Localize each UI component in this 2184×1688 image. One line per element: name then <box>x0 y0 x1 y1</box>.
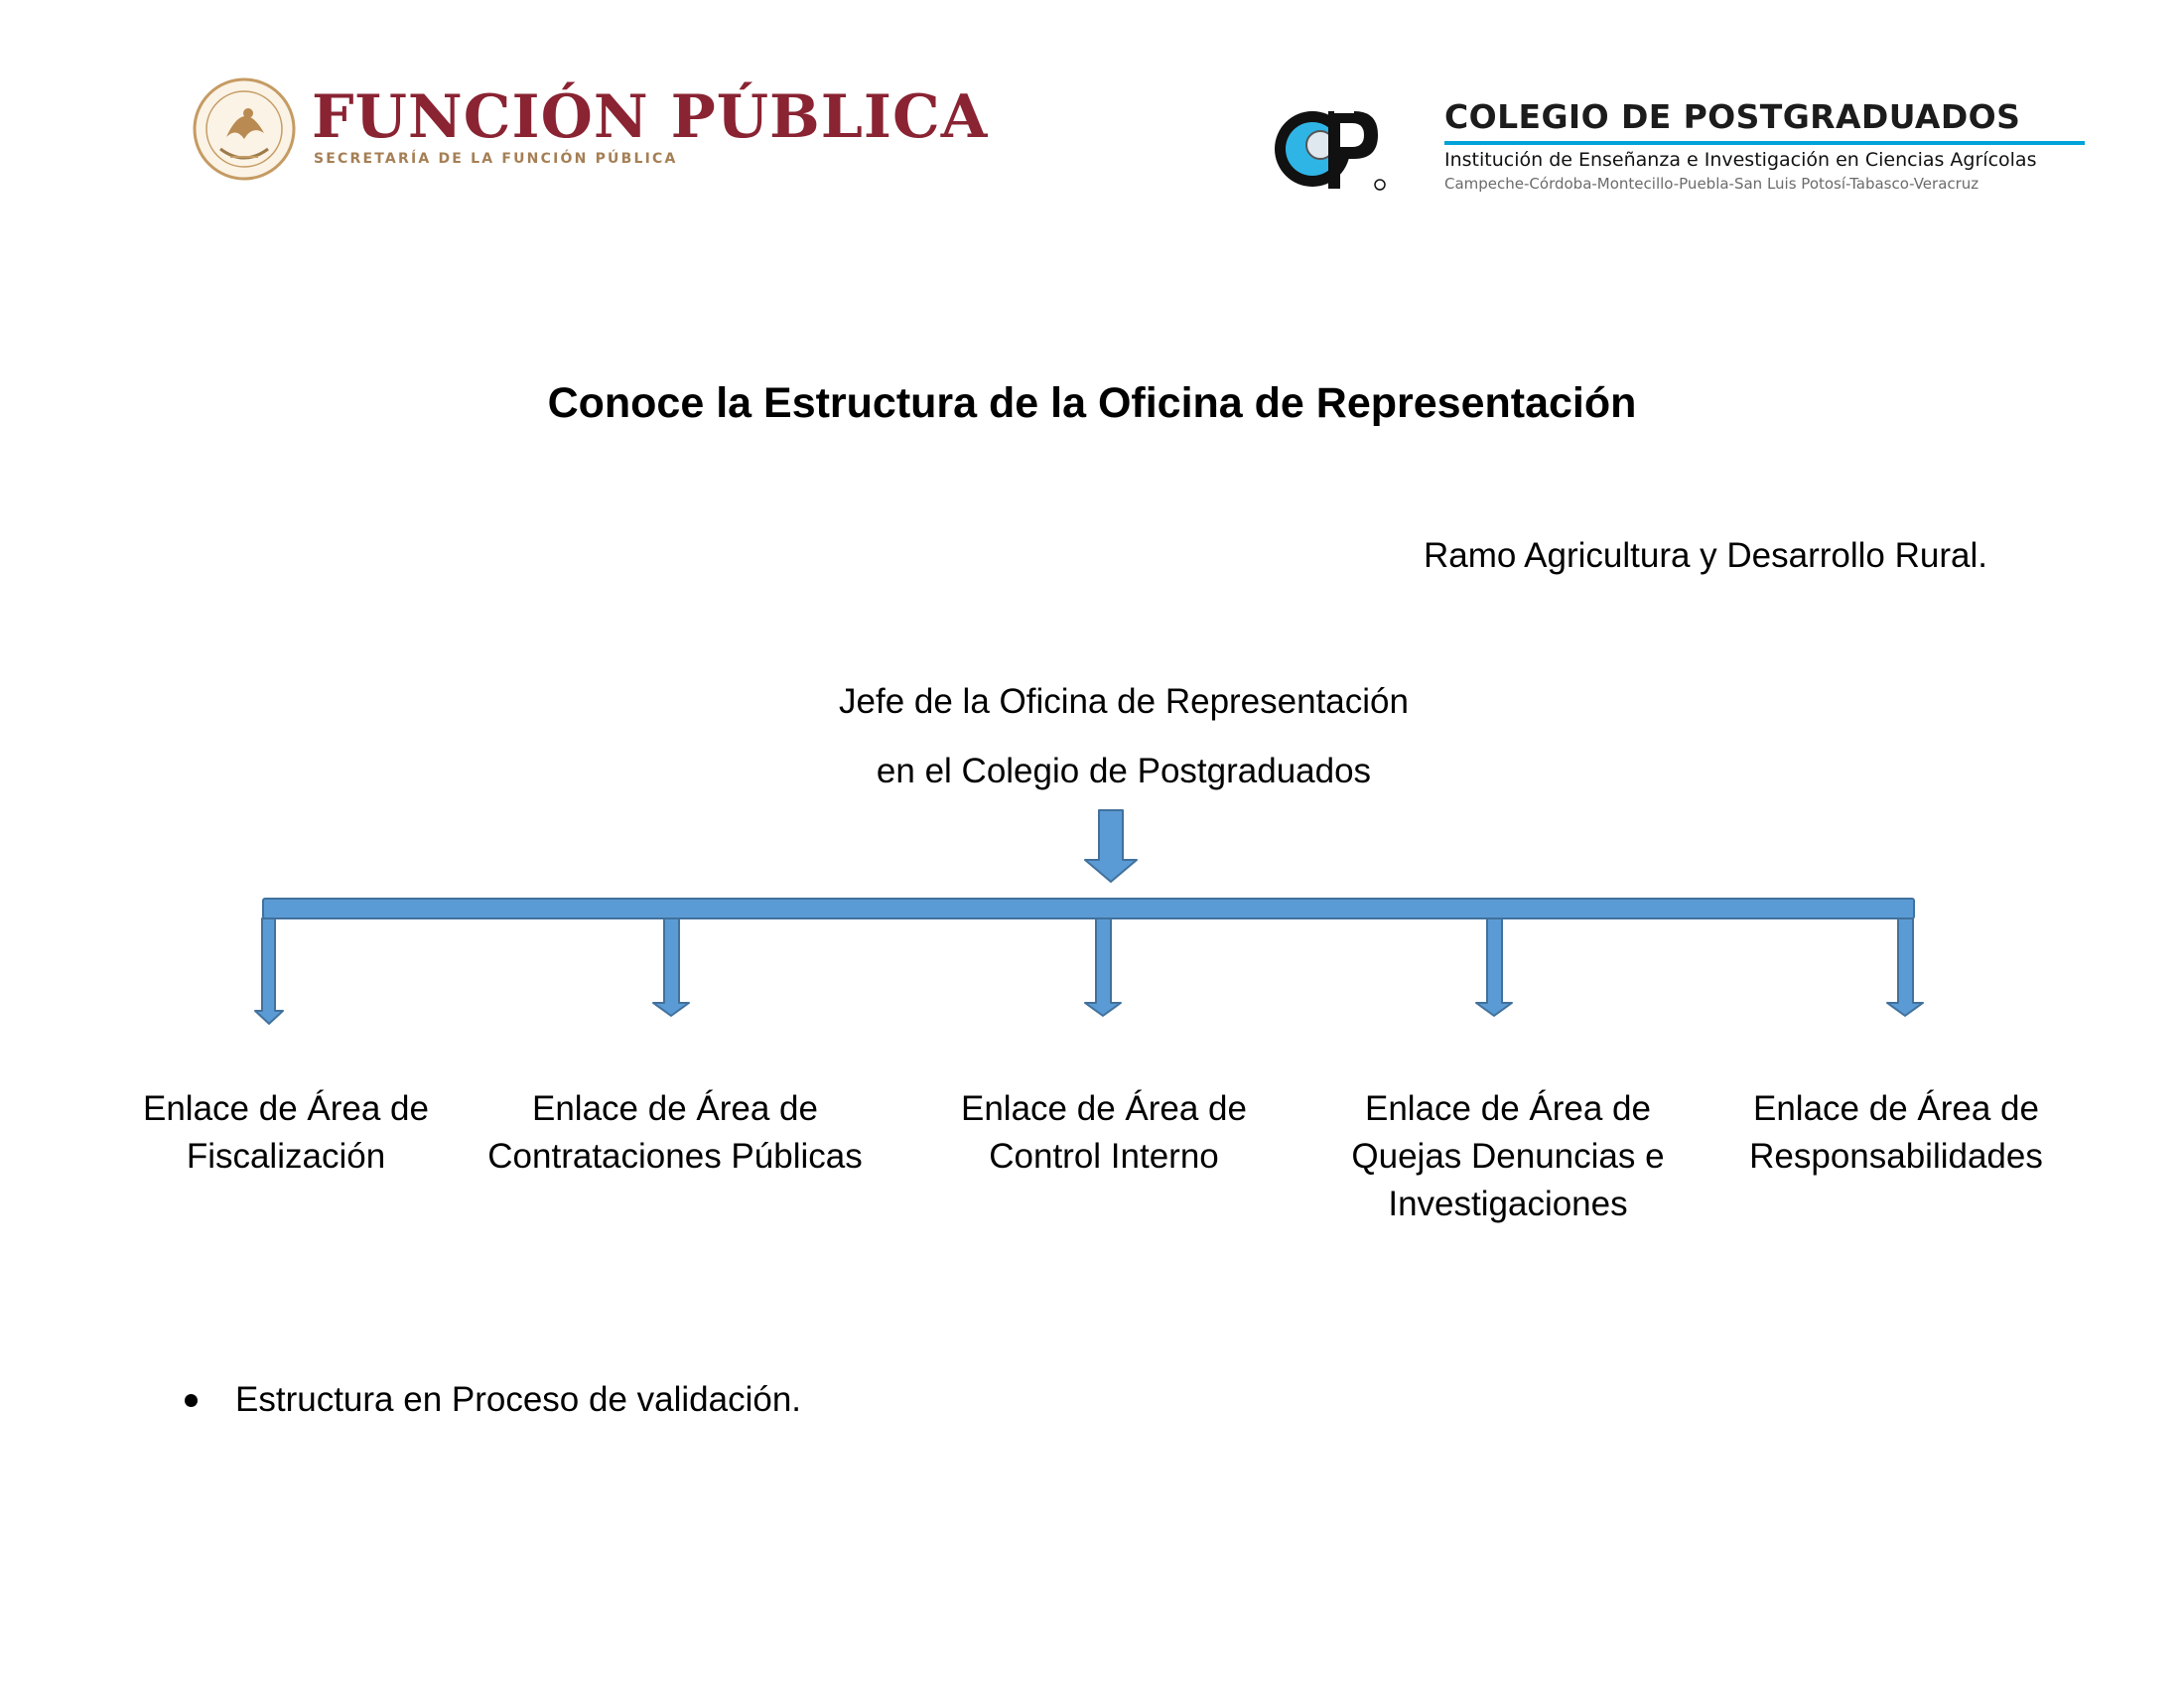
unit-quejas-denuncias <box>1332 1085 1684 1228</box>
coat-of-arms-logo <box>187 77 302 181</box>
org-head-title-line2: en el Colegio de Postgraduados <box>876 752 1372 790</box>
unit-label-line2: Contrataciones Públicas <box>487 1137 863 1176</box>
funcion-publica-subtitle: SECRETARÍA DE LA FUNCIÓN PÚBLICA <box>314 151 678 167</box>
unit-label-line2: Responsabilidades <box>1749 1137 2043 1176</box>
unit-arrow-contrataciones <box>653 918 689 1016</box>
unit-arrow-responsabilidades <box>1887 918 1923 1016</box>
ramo-label: Ramo Agricultura y Desarrollo Rural. <box>1424 536 1987 575</box>
unit-fiscalizacion <box>127 1085 445 1181</box>
bullet-icon <box>185 1394 198 1407</box>
funcion-publica-title: FUNCIÓN PÚBLICA <box>312 82 989 152</box>
org-chart-bar <box>263 899 1914 918</box>
colegio-title: COLEGIO DE POSTGRADUADOS <box>1444 97 2021 136</box>
head-down-arrow <box>1085 810 1137 882</box>
colegio-campuses: Campeche-Córdoba-Montecillo-Puebla-San Luis Potosí-Tabasco-Veracruz <box>1444 175 1979 193</box>
unit-control-interno <box>945 1085 1263 1181</box>
unit-label-line1: Enlace de Área de <box>1365 1089 1651 1128</box>
page-title: Conoce la Estructura de la Oficina de Representación <box>547 379 1637 427</box>
unit-responsabilidades <box>1727 1085 2065 1181</box>
colegio-subtitle: Institución de Enseñanza e Investigación en Ciencias Agrícolas <box>1444 149 2037 171</box>
unit-label-line3: Investigaciones <box>1388 1185 1628 1223</box>
unit-label-line1: Enlace de Área de <box>1753 1089 2039 1128</box>
colegio-postgraduados-logo <box>1273 103 1392 195</box>
unit-label-line2: Quejas Denuncias e <box>1351 1137 1665 1176</box>
unit-label-line2: Control Interno <box>989 1137 1219 1176</box>
unit-arrow-control-interno <box>1085 918 1121 1016</box>
unit-arrow-fiscalizacion <box>255 918 283 1024</box>
unit-label-line2: Fiscalización <box>186 1137 386 1176</box>
unit-label-line1: Enlace de Área de <box>532 1089 818 1128</box>
org-head-title-line1: Jefe de la Oficina de Representación <box>839 682 1409 721</box>
colegio-divider <box>1444 141 2085 145</box>
bullet-text: Estructura en Proceso de validación. <box>235 1380 802 1419</box>
unit-arrow-quejas <box>1476 918 1512 1016</box>
unit-label-line1: Enlace de Área de <box>961 1089 1247 1128</box>
unit-label-line1: Enlace de Área de <box>143 1089 429 1128</box>
unit-contrataciones-publicas <box>477 1085 874 1181</box>
